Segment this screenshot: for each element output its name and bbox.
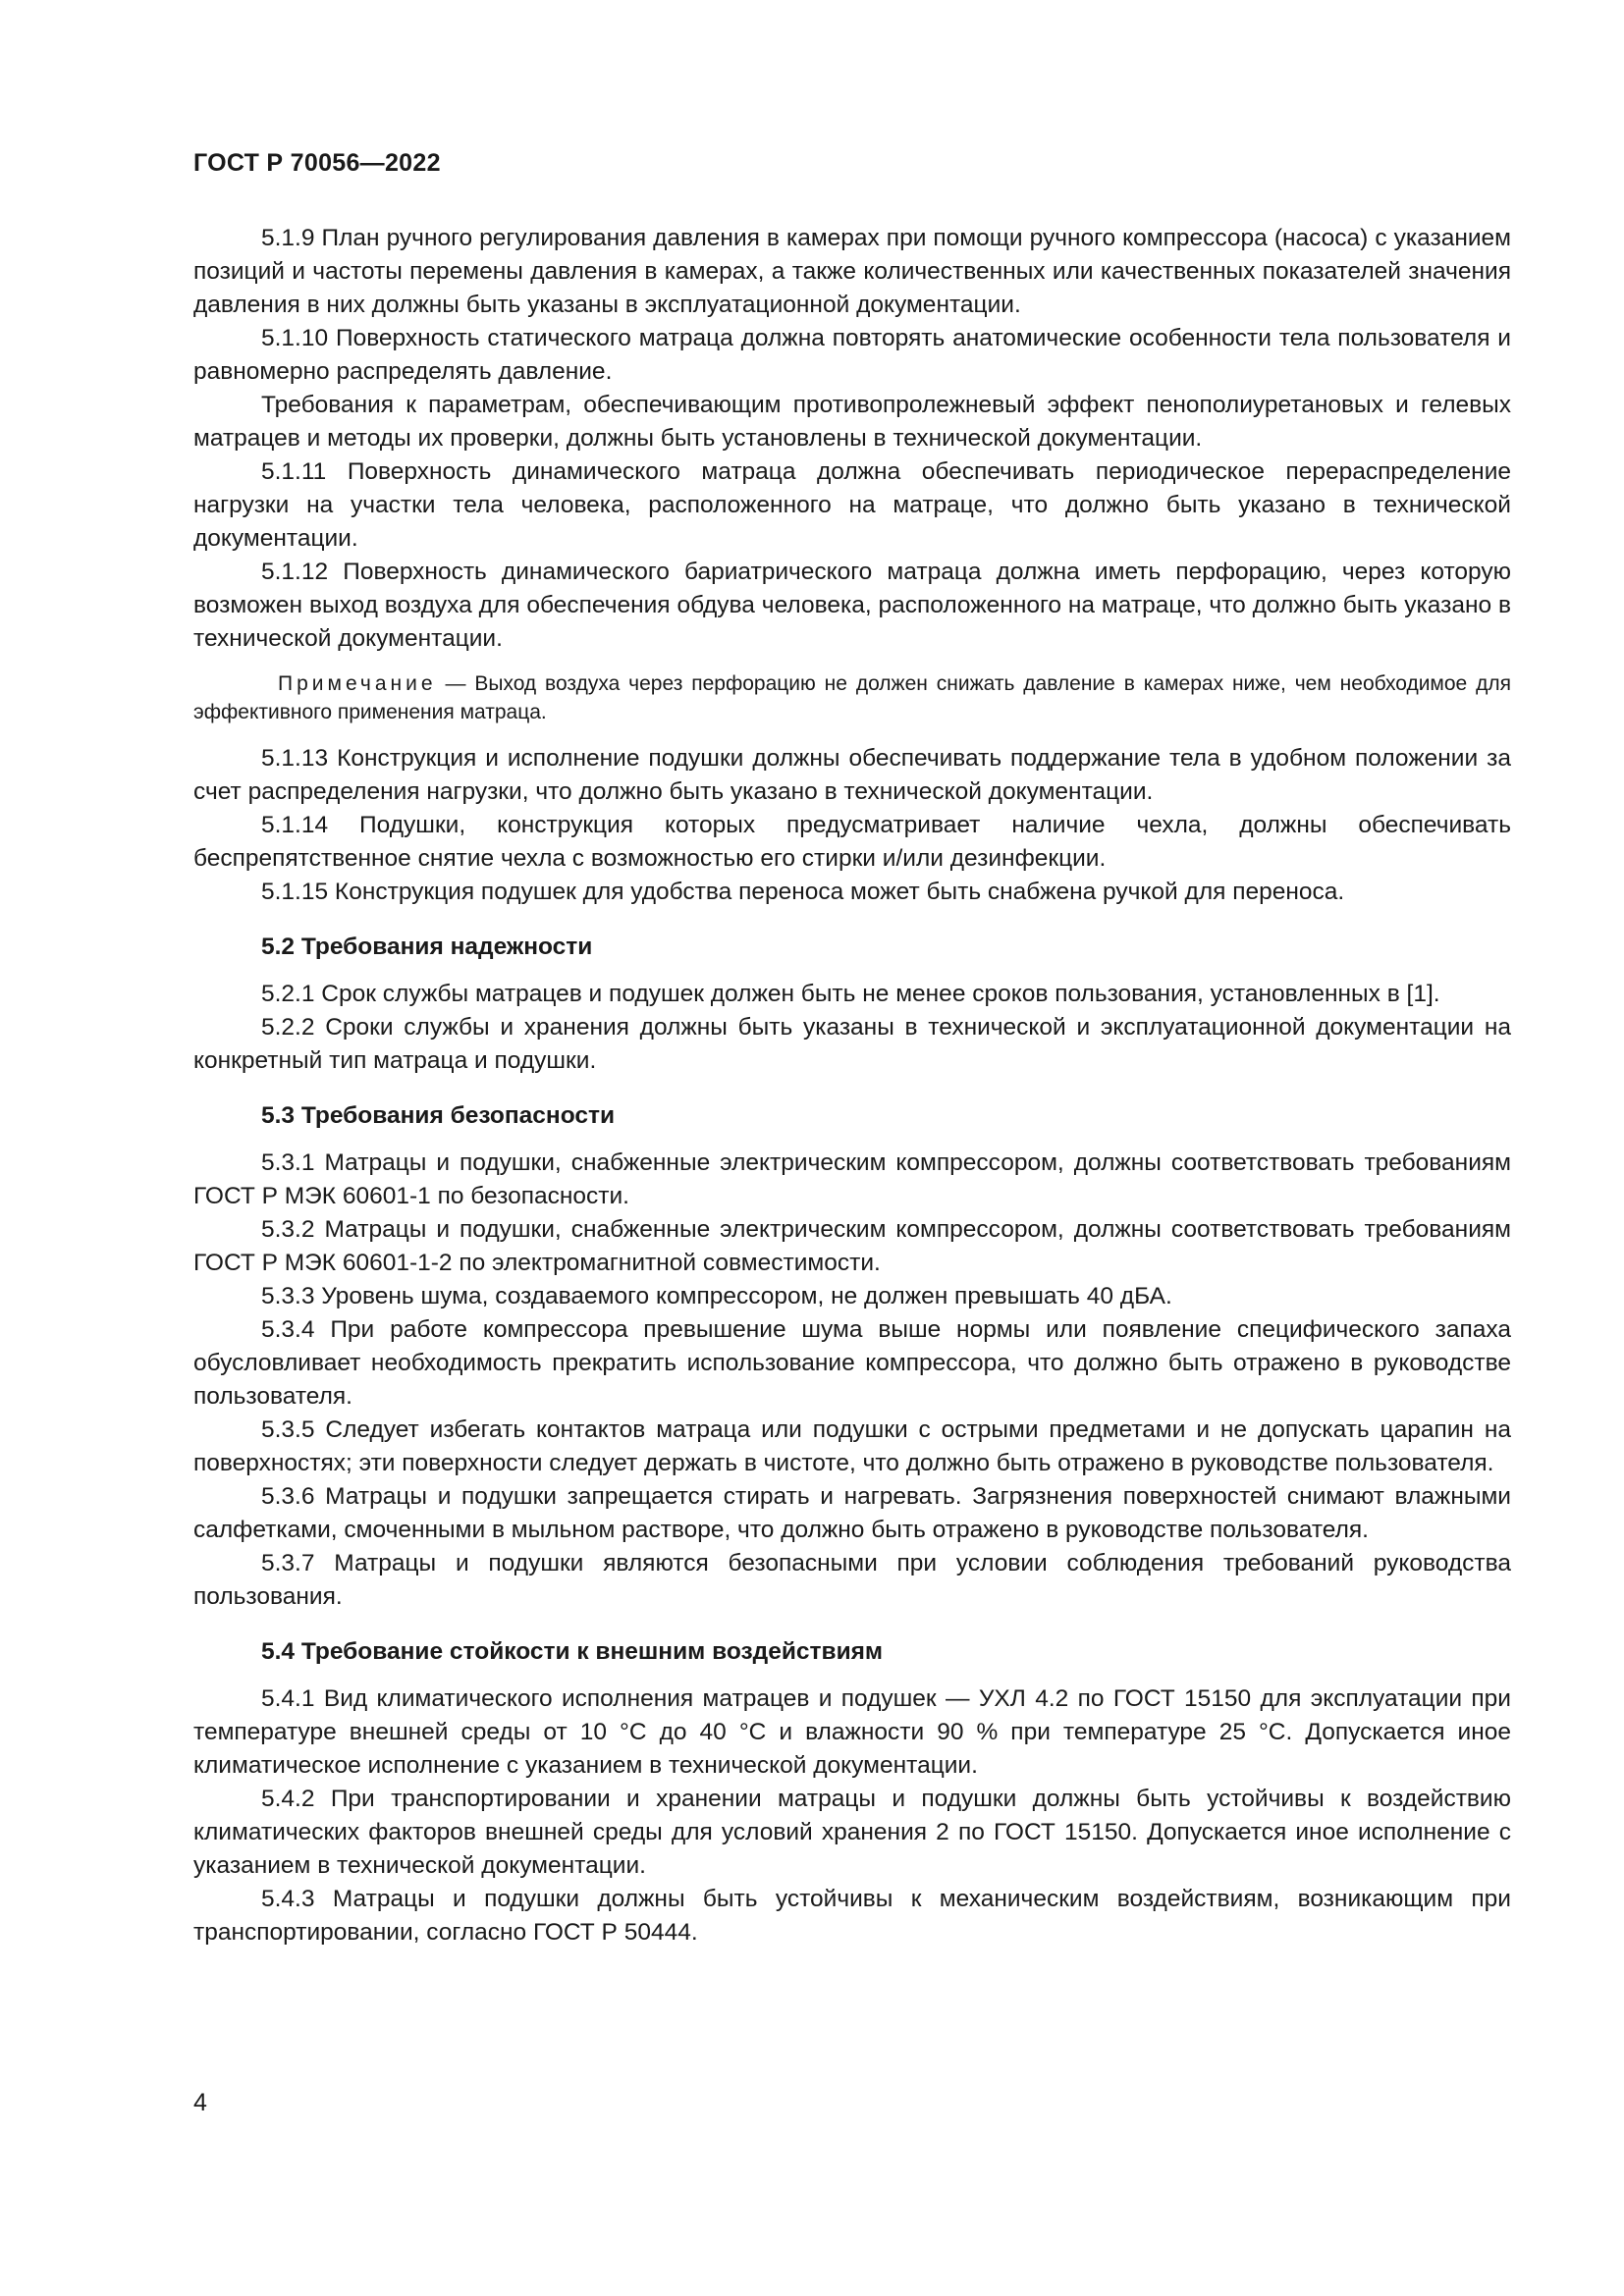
- heading-5-4: 5.4 Требование стойкости к внешним воздействиям: [261, 1638, 884, 1665]
- paragraph-5-1-9: 5.1.9 План ручного регулирования давления в камерах при помощи ручного компрессора (насоса) с указанием позиций и частоты перемены давления в камерах, а также количественных или качественных показателей значения давления в них должны быть указаны в эксплуатационной документации.: [193, 225, 1511, 318]
- paragraph-5-1-13: 5.1.13 Конструкция и исполнение подушки должны обеспечивать поддержание тела в удобном положении за счет распределения нагрузки, что должно быть указано в технической документации.: [193, 745, 1511, 805]
- paragraph-5-3-1: 5.3.1 Матрацы и подушки, снабженные электрическим компрессором, должны соответствовать требованиям ГОСТ Р МЭК 60601-1 по безопасности.: [193, 1149, 1511, 1209]
- paragraph-5-1-12: 5.1.12 Поверхность динамического бариатрического матраца должна иметь перфорацию, через которую возможен выход воздуха для обеспечения обдува человека, расположенного на матраце, что должно быть указано в технической документации.: [193, 559, 1511, 652]
- paragraph-5-1-10: 5.1.10 Поверхность статического матраца должна повторять анатомические особенности тела пользователя и равномерно распределять давление.: [193, 325, 1511, 385]
- paragraph-5-1-11: 5.1.11 Поверхность динамического матраца должна обеспечивать периодическое перераспределение нагрузки на участки тела человека, расположенного на матраце, что должно быть указано в технической документации.: [193, 458, 1511, 552]
- note-label: Примечание: [278, 672, 437, 695]
- document-body: [193, 222, 1511, 1949]
- note-text: — Выход воздуха через перфорацию не должен снижать давление в камерах ниже, чем необходимое для эффективного применения матраца.: [193, 672, 1511, 723]
- heading-5-2: 5.2 Требования надежности: [261, 934, 593, 960]
- paragraph-5-3-7: 5.3.7 Матрацы и подушки являются безопасными при условии соблюдения требований руководства пользования.: [193, 1550, 1511, 1610]
- page-number: 4: [193, 2089, 207, 2116]
- paragraph-5-3-5: 5.3.5 Следует избегать контактов матраца или подушки с острыми предметами и не допускать царапин на поверхностях; эти поверхности следует держать в чистоте, что должно быть отражено в руководстве пользователя.: [193, 1416, 1511, 1476]
- document-header: ГОСТ Р 70056—2022: [193, 149, 441, 177]
- heading-5-3: 5.3 Требования безопасности: [261, 1102, 616, 1129]
- paragraph-5-2-1: 5.2.1 Срок службы матрацев и подушек должен быть не менее сроков пользования, установленных в [1].: [261, 981, 1440, 1007]
- paragraph-5-4-2: 5.4.2 При транспортировании и хранении матрацы и подушки должны быть устойчивы к воздействию климатических факторов внешней среды для условий хранения 2 по ГОСТ 15150. Допускается иное исполнение с указанием в технической документации.: [193, 1786, 1511, 1879]
- paragraph-5-3-4: 5.3.4 При работе компрессора превышение шума выше нормы или появление специфического запаха обусловливает необходимость прекратить использование компрессора, что должно быть отражено в руководстве пользователя.: [193, 1316, 1511, 1410]
- paragraph-5-4-1: 5.4.1 Вид климатического исполнения матрацев и подушек — УХЛ 4.2 по ГОСТ 15150 для эксплуатации при температуре внешней среды от 10 °С до 40 °С и влажности 90 % при температуре 25 °С. Допускается иное климатическое исполнение с указанием в технической документации.: [193, 1685, 1511, 1779]
- paragraph-5-3-2: 5.3.2 Матрацы и подушки, снабженные электрическим компрессором, должны соответствовать требованиям ГОСТ Р МЭК 60601-1-2 по электромагнитной совместимости.: [193, 1216, 1511, 1276]
- paragraph-5-3-3: 5.3.3 Уровень шума, создаваемого компрессором, не должен превышать 40 дБА.: [261, 1283, 1172, 1309]
- note: [193, 669, 1511, 726]
- paragraph-5-1-14: 5.1.14 Подушки, конструкция которых предусматривает наличие чехла, должны обеспечивать беспрепятственное снятие чехла с возможностью его стирки и/или дезинфекции.: [193, 812, 1511, 872]
- paragraph-5-2-2: 5.2.2 Сроки службы и хранения должны быть указаны в технической и эксплуатационной документации на конкретный тип матраца и подушки.: [193, 1014, 1511, 1074]
- paragraph-5-4-3: 5.4.3 Матрацы и подушки должны быть устойчивы к механическим воздействиям, возникающим при транспортировании, согласно ГОСТ Р 50444.: [193, 1886, 1511, 1946]
- paragraph-5-1-15: 5.1.15 Конструкция подушек для удобства переноса может быть снабжена ручкой для переноса.: [261, 879, 1345, 905]
- paragraph-5-3-6: 5.3.6 Матрацы и подушки запрещается стирать и нагревать. Загрязнения поверхностей снимают влажными салфетками, смоченными в мыльном растворе, что должно быть отражено в руководстве пользователя.: [193, 1483, 1511, 1543]
- paragraph-5-1-10-requirements: Требования к параметрам, обеспечивающим противопролежневый эффект пенополиуретановых и гелевых матрацев и методы их проверки, должны быть установлены в технической документации.: [193, 392, 1511, 452]
